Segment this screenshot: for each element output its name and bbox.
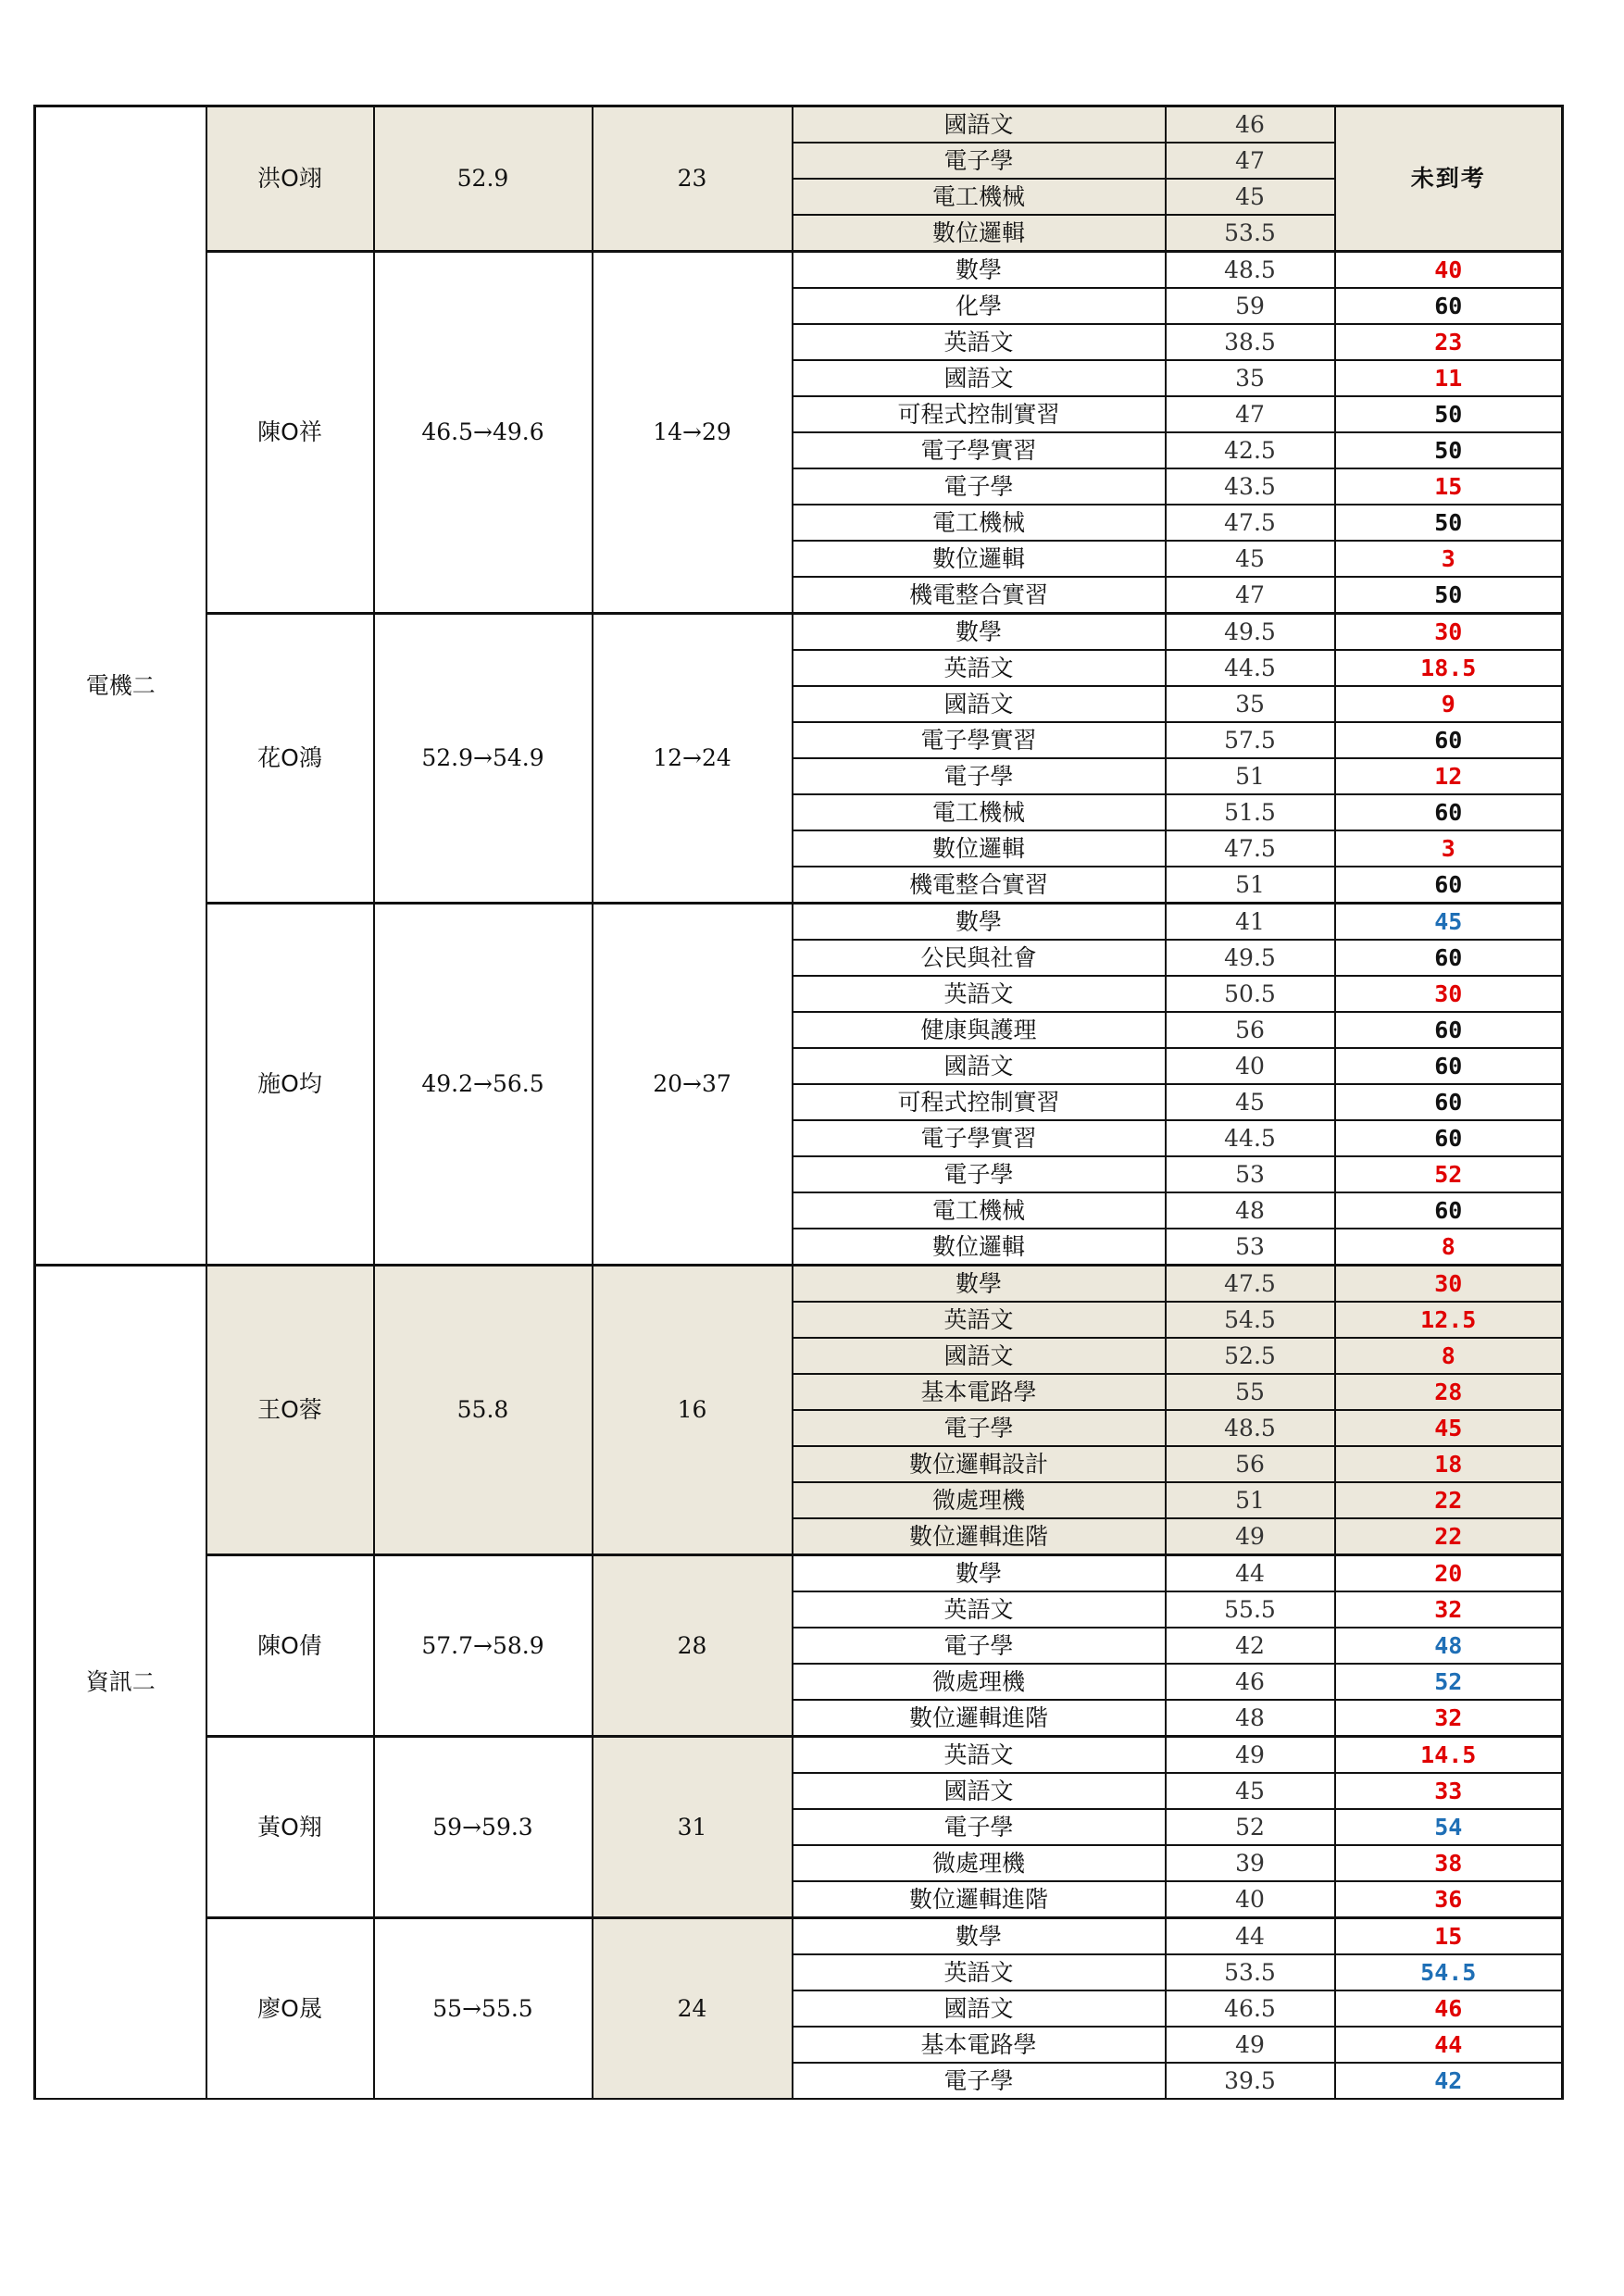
makeup-score-cell: 60 <box>1335 867 1563 904</box>
makeup-score-cell: 45 <box>1335 1410 1563 1446</box>
subject-cell: 數位邏輯進階 <box>793 1881 1166 1918</box>
original-score-cell: 52 <box>1166 1809 1335 1845</box>
rank-cell: 14→29 <box>593 252 793 614</box>
original-score-cell: 46 <box>1166 106 1335 144</box>
makeup-score-cell: 45 <box>1335 904 1563 941</box>
original-score-cell: 51.5 <box>1166 794 1335 830</box>
subject-cell: 英語文 <box>793 1954 1166 1990</box>
rank-cell: 23 <box>593 106 793 252</box>
makeup-score-cell: 11 <box>1335 360 1563 396</box>
subject-cell: 數位邏輯設計 <box>793 1446 1166 1482</box>
original-score-cell: 46.5 <box>1166 1990 1335 2027</box>
subject-cell: 電子學實習 <box>793 432 1166 468</box>
subject-cell: 國語文 <box>793 1338 1166 1374</box>
original-score-cell: 42 <box>1166 1628 1335 1664</box>
original-score-cell: 55.5 <box>1166 1591 1335 1628</box>
subject-cell: 數學 <box>793 1555 1166 1592</box>
makeup-score-cell: 60 <box>1335 1084 1563 1120</box>
subject-cell: 國語文 <box>793 360 1166 396</box>
original-score-cell: 48 <box>1166 1192 1335 1229</box>
subject-cell: 國語文 <box>793 686 1166 722</box>
makeup-score-cell: 3 <box>1335 541 1563 577</box>
original-score-cell: 44 <box>1166 1555 1335 1592</box>
subject-cell: 電子學 <box>793 758 1166 794</box>
original-score-cell: 39.5 <box>1166 2063 1335 2099</box>
subject-cell: 機電整合實習 <box>793 867 1166 904</box>
grades-table <box>33 105 1564 2100</box>
subject-cell: 數位邏輯 <box>793 541 1166 577</box>
subject-cell: 國語文 <box>793 106 1166 144</box>
makeup-score-cell: 46 <box>1335 1990 1563 2027</box>
subject-cell: 數學 <box>793 614 1166 651</box>
class-name-cell: 資訊二 <box>35 1266 206 2100</box>
average-score-cell: 59→59.3 <box>374 1737 593 1918</box>
subject-cell: 電子學 <box>793 1809 1166 1845</box>
makeup-score-cell: 36 <box>1335 1881 1563 1918</box>
makeup-score-cell: 54 <box>1335 1809 1563 1845</box>
subject-cell: 數學 <box>793 1266 1166 1303</box>
class-name-cell: 電機二 <box>35 106 206 1266</box>
original-score-cell: 55 <box>1166 1374 1335 1410</box>
makeup-score-cell: 42 <box>1335 2063 1563 2099</box>
student-name-cell: 王O蓉 <box>206 1266 374 1555</box>
rank-cell: 16 <box>593 1266 793 1555</box>
student-name-cell: 洪O翊 <box>206 106 374 252</box>
original-score-cell: 49 <box>1166 2027 1335 2063</box>
makeup-score-cell: 40 <box>1335 252 1563 289</box>
student-name-cell: 陳O祥 <box>206 252 374 614</box>
makeup-score-cell: 32 <box>1335 1591 1563 1628</box>
original-score-cell: 54.5 <box>1166 1302 1335 1338</box>
rank-cell: 28 <box>593 1555 793 1737</box>
average-score-cell: 49.2→56.5 <box>374 904 593 1266</box>
original-score-cell: 57.5 <box>1166 722 1335 758</box>
subject-cell: 英語文 <box>793 1591 1166 1628</box>
subject-cell: 電子學實習 <box>793 722 1166 758</box>
original-score-cell: 35 <box>1166 360 1335 396</box>
original-score-cell: 39 <box>1166 1845 1335 1881</box>
original-score-cell: 40 <box>1166 1048 1335 1084</box>
original-score-cell: 45 <box>1166 1773 1335 1809</box>
makeup-score-cell: 52 <box>1335 1156 1563 1192</box>
subject-cell: 可程式控制實習 <box>793 1084 1166 1120</box>
subject-cell: 數學 <box>793 252 1166 289</box>
grades-table-body <box>35 106 1563 2100</box>
original-score-cell: 44.5 <box>1166 650 1335 686</box>
subject-cell: 英語文 <box>793 976 1166 1012</box>
makeup-score-cell: 20 <box>1335 1555 1563 1592</box>
subject-cell: 電子學實習 <box>793 1120 1166 1156</box>
original-score-cell: 52.5 <box>1166 1338 1335 1374</box>
subject-cell: 電子學 <box>793 143 1166 179</box>
makeup-score-cell: 50 <box>1335 577 1563 614</box>
subject-cell: 數位邏輯進階 <box>793 1700 1166 1737</box>
original-score-cell: 48.5 <box>1166 252 1335 289</box>
subject-cell: 數位邏輯 <box>793 215 1166 252</box>
original-score-cell: 51 <box>1166 1482 1335 1518</box>
subject-cell: 化學 <box>793 288 1166 324</box>
makeup-score-cell: 9 <box>1335 686 1563 722</box>
original-score-cell: 53.5 <box>1166 1954 1335 1990</box>
table-row <box>35 1555 1563 1592</box>
makeup-score-cell: 8 <box>1335 1338 1563 1374</box>
table-row <box>35 1918 1563 1955</box>
makeup-score-cell: 60 <box>1335 940 1563 976</box>
subject-cell: 數位邏輯進階 <box>793 1518 1166 1555</box>
makeup-score-cell: 12 <box>1335 758 1563 794</box>
makeup-score-cell: 15 <box>1335 1918 1563 1955</box>
original-score-cell: 35 <box>1166 686 1335 722</box>
table-row <box>35 252 1563 289</box>
original-score-cell: 44.5 <box>1166 1120 1335 1156</box>
original-score-cell: 45 <box>1166 1084 1335 1120</box>
table-row <box>35 1737 1563 1774</box>
subject-cell: 英語文 <box>793 1737 1166 1774</box>
subject-cell: 數位邏輯 <box>793 830 1166 867</box>
makeup-score-cell: 8 <box>1335 1229 1563 1266</box>
original-score-cell: 53 <box>1166 1229 1335 1266</box>
subject-cell: 電工機械 <box>793 1192 1166 1229</box>
original-score-cell: 53.5 <box>1166 215 1335 252</box>
makeup-score-cell: 23 <box>1335 324 1563 360</box>
subject-cell: 可程式控制實習 <box>793 396 1166 432</box>
average-score-cell: 57.7→58.9 <box>374 1555 593 1737</box>
subject-cell: 電工機械 <box>793 179 1166 215</box>
makeup-score-cell: 60 <box>1335 794 1563 830</box>
makeup-score-cell: 33 <box>1335 1773 1563 1809</box>
original-score-cell: 44 <box>1166 1918 1335 1955</box>
subject-cell: 電工機械 <box>793 505 1166 541</box>
average-score-cell: 52.9→54.9 <box>374 614 593 904</box>
subject-cell: 國語文 <box>793 1990 1166 2027</box>
makeup-score-cell: 48 <box>1335 1628 1563 1664</box>
table-row <box>35 1266 1563 1303</box>
original-score-cell: 42.5 <box>1166 432 1335 468</box>
makeup-score-cell: 52 <box>1335 1664 1563 1700</box>
original-score-cell: 41 <box>1166 904 1335 941</box>
makeup-score-cell: 22 <box>1335 1518 1563 1555</box>
makeup-score-cell: 30 <box>1335 1266 1563 1303</box>
makeup-score-cell: 50 <box>1335 505 1563 541</box>
page <box>33 105 1561 2100</box>
student-name-cell: 廖O晟 <box>206 1918 374 2100</box>
makeup-score-cell: 30 <box>1335 976 1563 1012</box>
original-score-cell: 49 <box>1166 1518 1335 1555</box>
subject-cell: 電子學 <box>793 1410 1166 1446</box>
subject-cell: 數學 <box>793 904 1166 941</box>
makeup-score-cell: 50 <box>1335 432 1563 468</box>
makeup-score-cell: 50 <box>1335 396 1563 432</box>
table-row <box>35 614 1563 651</box>
original-score-cell: 38.5 <box>1166 324 1335 360</box>
makeup-score-cell: 60 <box>1335 722 1563 758</box>
subject-cell: 微處理機 <box>793 1664 1166 1700</box>
makeup-score-cell: 18 <box>1335 1446 1563 1482</box>
makeup-score-cell: 15 <box>1335 468 1563 505</box>
original-score-cell: 43.5 <box>1166 468 1335 505</box>
subject-cell: 電子學 <box>793 1628 1166 1664</box>
original-score-cell: 53 <box>1166 1156 1335 1192</box>
original-score-cell: 56 <box>1166 1446 1335 1482</box>
original-score-cell: 51 <box>1166 867 1335 904</box>
makeup-score-cell: 60 <box>1335 288 1563 324</box>
original-score-cell: 47.5 <box>1166 830 1335 867</box>
original-score-cell: 50.5 <box>1166 976 1335 1012</box>
original-score-cell: 47 <box>1166 577 1335 614</box>
original-score-cell: 46 <box>1166 1664 1335 1700</box>
table-row <box>35 106 1563 144</box>
makeup-score-cell: 60 <box>1335 1048 1563 1084</box>
subject-cell: 英語文 <box>793 1302 1166 1338</box>
subject-cell: 健康與護理 <box>793 1012 1166 1048</box>
subject-cell: 基本電路學 <box>793 2027 1166 2063</box>
subject-cell: 機電整合實習 <box>793 577 1166 614</box>
original-score-cell: 56 <box>1166 1012 1335 1048</box>
original-score-cell: 47 <box>1166 396 1335 432</box>
original-score-cell: 48.5 <box>1166 1410 1335 1446</box>
original-score-cell: 47 <box>1166 143 1335 179</box>
subject-cell: 電子學 <box>793 1156 1166 1192</box>
average-score-cell: 52.9 <box>374 106 593 252</box>
subject-cell: 英語文 <box>793 324 1166 360</box>
original-score-cell: 47.5 <box>1166 505 1335 541</box>
subject-cell: 英語文 <box>793 650 1166 686</box>
subject-cell: 電子學 <box>793 468 1166 505</box>
original-score-cell: 48 <box>1166 1700 1335 1737</box>
original-score-cell: 47.5 <box>1166 1266 1335 1303</box>
subject-cell: 數位邏輯 <box>793 1229 1166 1266</box>
subject-cell: 國語文 <box>793 1048 1166 1084</box>
subject-cell: 電工機械 <box>793 794 1166 830</box>
makeup-score-cell: 60 <box>1335 1012 1563 1048</box>
original-score-cell: 49.5 <box>1166 940 1335 976</box>
makeup-score-cell: 60 <box>1335 1192 1563 1229</box>
original-score-cell: 45 <box>1166 179 1335 215</box>
original-score-cell: 49.5 <box>1166 614 1335 651</box>
rank-cell: 12→24 <box>593 614 793 904</box>
original-score-cell: 40 <box>1166 1881 1335 1918</box>
makeup-score-cell: 30 <box>1335 614 1563 651</box>
makeup-score-cell: 32 <box>1335 1700 1563 1737</box>
rank-cell: 24 <box>593 1918 793 2100</box>
average-score-cell: 46.5→49.6 <box>374 252 593 614</box>
subject-cell: 公民與社會 <box>793 940 1166 976</box>
student-name-cell: 陳O倩 <box>206 1555 374 1737</box>
makeup-score-cell: 18.5 <box>1335 650 1563 686</box>
table-row <box>35 904 1563 941</box>
subject-cell: 電子學 <box>793 2063 1166 2099</box>
student-name-cell: 施O均 <box>206 904 374 1266</box>
rank-cell: 20→37 <box>593 904 793 1266</box>
absent-status-cell: 未到考 <box>1335 106 1563 252</box>
average-score-cell: 55.8 <box>374 1266 593 1555</box>
original-score-cell: 49 <box>1166 1737 1335 1774</box>
subject-cell: 國語文 <box>793 1773 1166 1809</box>
student-name-cell: 黃O翔 <box>206 1737 374 1918</box>
makeup-score-cell: 54.5 <box>1335 1954 1563 1990</box>
makeup-score-cell: 12.5 <box>1335 1302 1563 1338</box>
original-score-cell: 45 <box>1166 541 1335 577</box>
subject-cell: 基本電路學 <box>793 1374 1166 1410</box>
subject-cell: 數學 <box>793 1918 1166 1955</box>
average-score-cell: 55→55.5 <box>374 1918 593 2100</box>
makeup-score-cell: 38 <box>1335 1845 1563 1881</box>
makeup-score-cell: 44 <box>1335 2027 1563 2063</box>
original-score-cell: 59 <box>1166 288 1335 324</box>
rank-cell: 31 <box>593 1737 793 1918</box>
subject-cell: 微處理機 <box>793 1482 1166 1518</box>
makeup-score-cell: 28 <box>1335 1374 1563 1410</box>
student-name-cell: 花O鴻 <box>206 614 374 904</box>
makeup-score-cell: 3 <box>1335 830 1563 867</box>
makeup-score-cell: 60 <box>1335 1120 1563 1156</box>
original-score-cell: 51 <box>1166 758 1335 794</box>
makeup-score-cell: 14.5 <box>1335 1737 1563 1774</box>
makeup-score-cell: 22 <box>1335 1482 1563 1518</box>
subject-cell: 微處理機 <box>793 1845 1166 1881</box>
